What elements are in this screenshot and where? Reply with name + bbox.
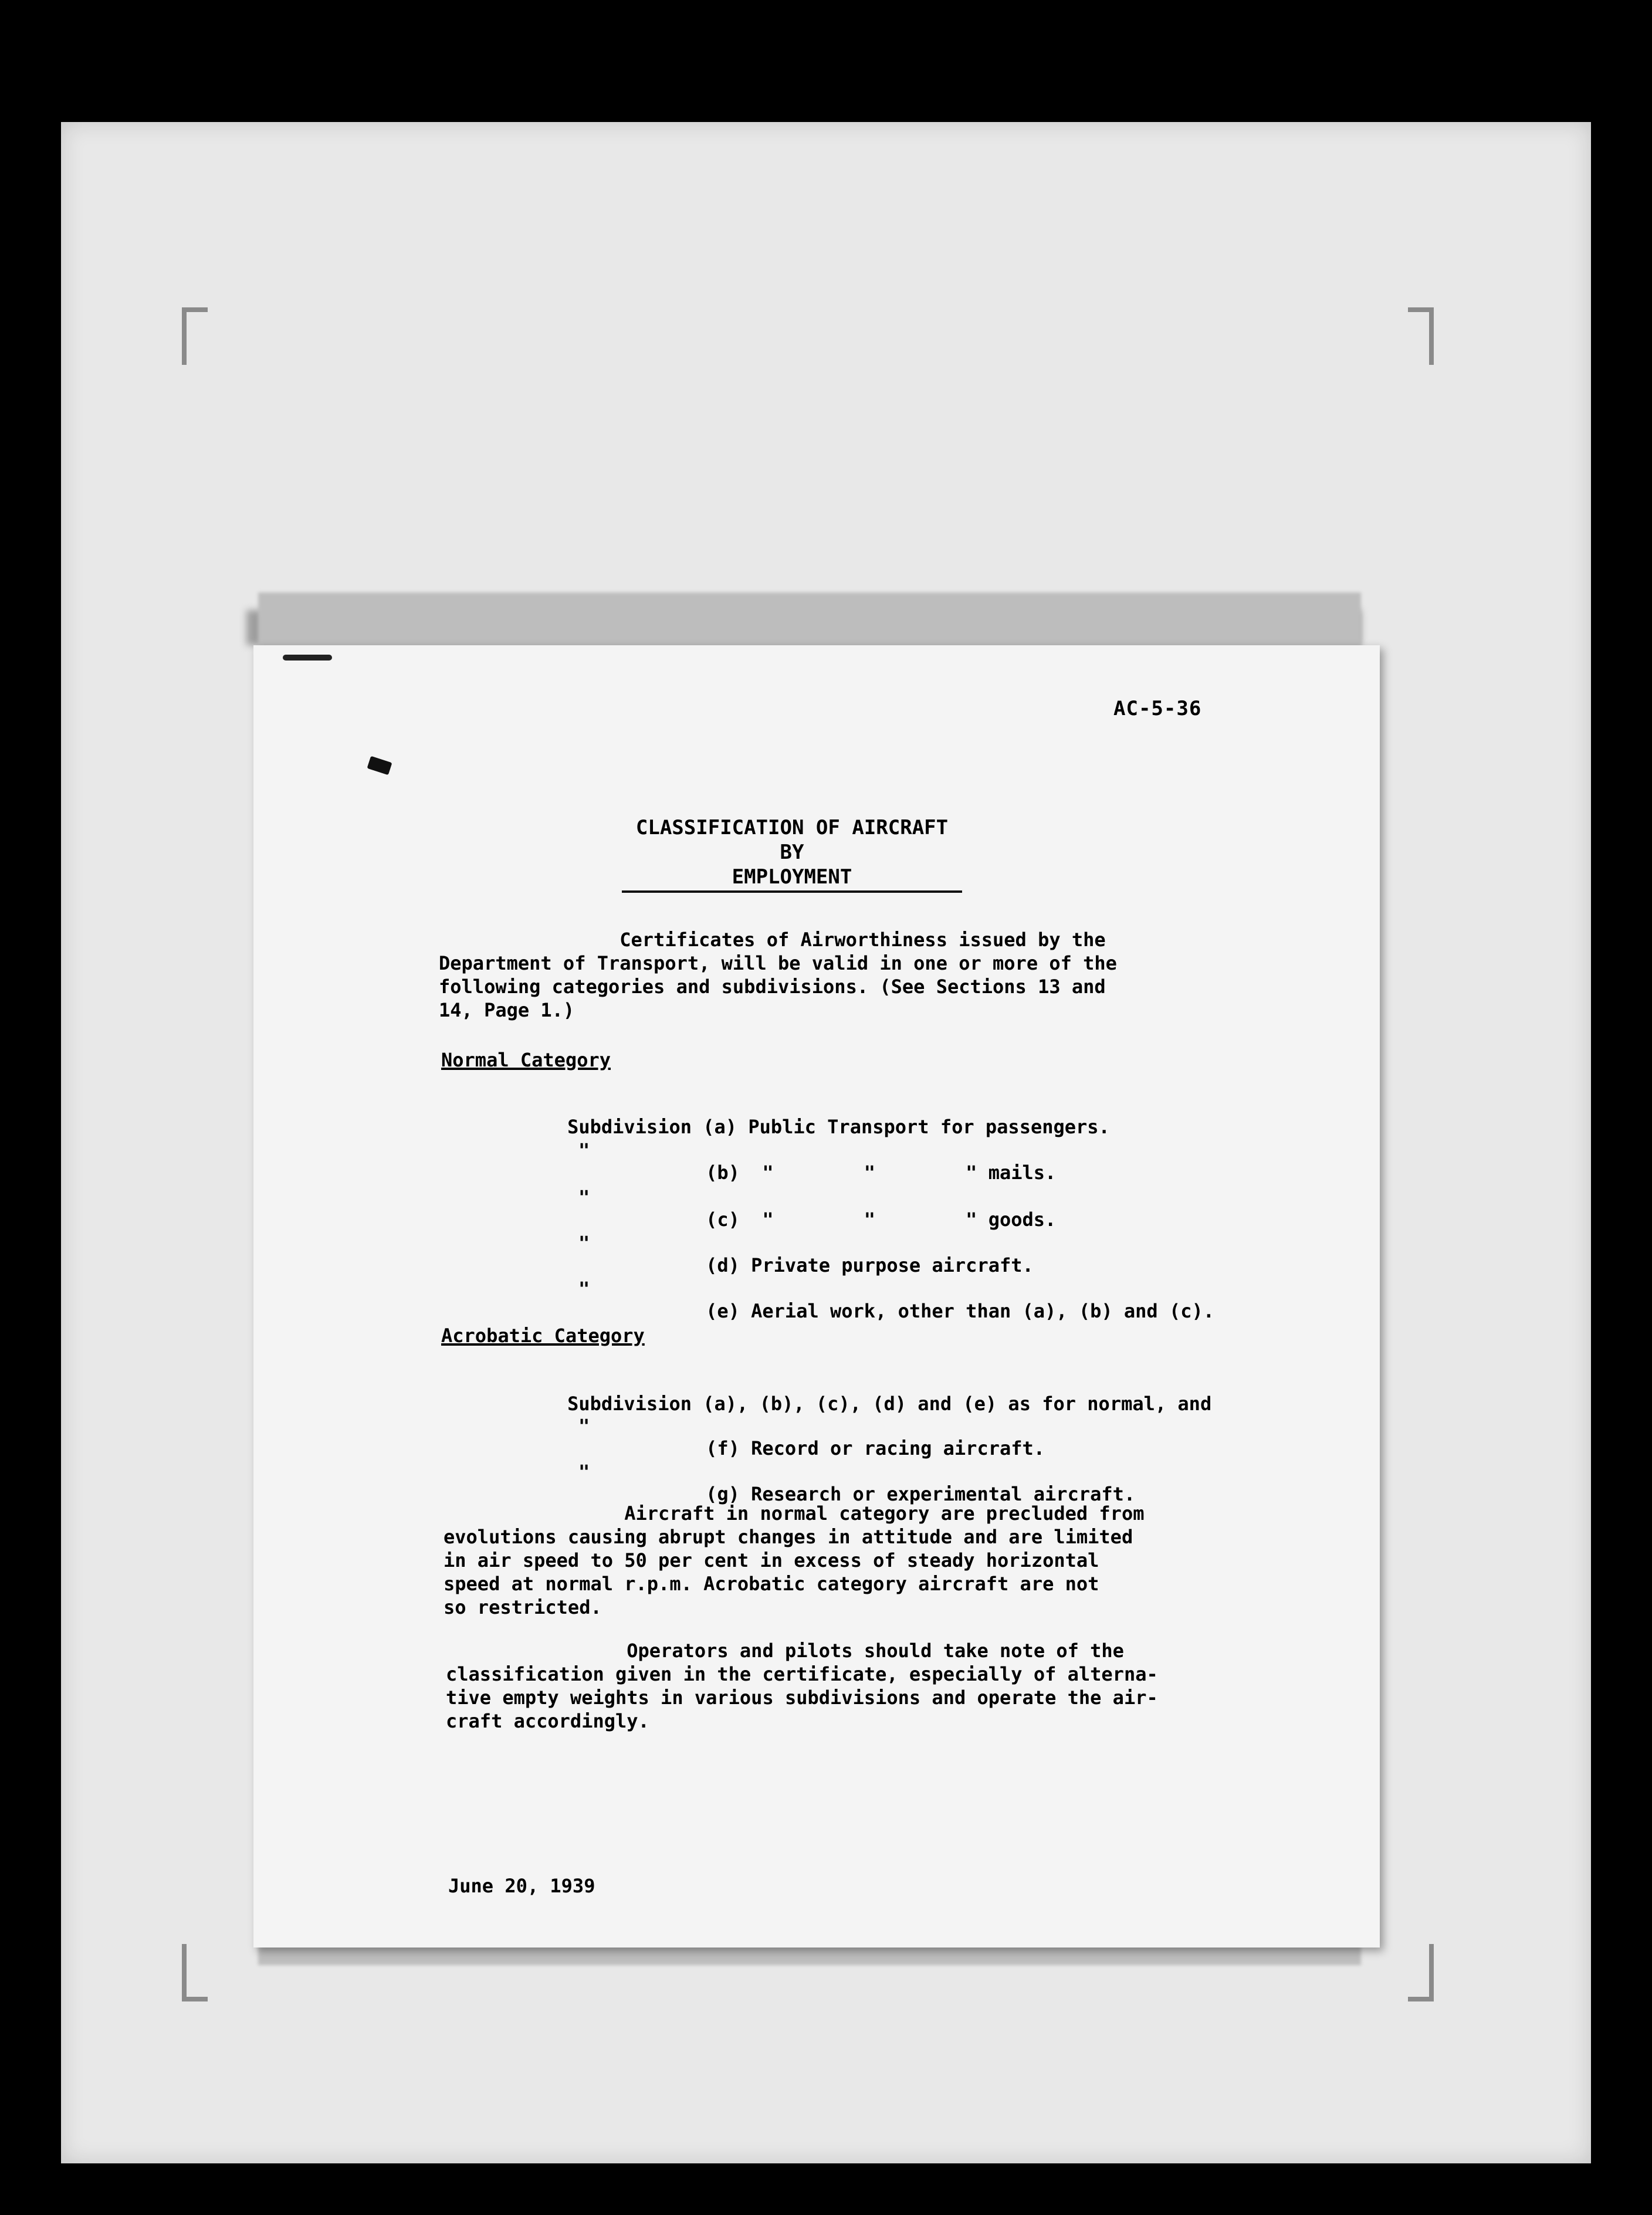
row-label: (e): [706, 1300, 740, 1322]
paragraph-line: speed at normal r.p.m. Acrobatic category aircraft are not: [444, 1573, 1099, 1595]
document-date: June 20, 1939: [448, 1875, 595, 1897]
intro-line: following categories and subdivisions. (See Sections 13 and: [439, 976, 1106, 998]
paragraph-line: so restricted.: [444, 1596, 602, 1618]
paragraph-line: in air speed to 50 per cent in excess of steady horizontal: [444, 1549, 1099, 1572]
paperclip-mark: [283, 655, 332, 661]
paragraph-line: evolutions causing abrupt changes in attitude and are limited: [444, 1526, 1133, 1548]
row-label: (f): [706, 1437, 740, 1459]
row-label: (g): [706, 1483, 740, 1505]
paragraph-line: classification given in the certificate, especially of alterna-: [446, 1663, 1158, 1685]
paragraph-line: Aircraft in normal category are precluded from: [444, 1502, 1145, 1525]
crop-mark-bottom-right: [1408, 1944, 1434, 2001]
row-prefix: Subdivision: [567, 1116, 692, 1138]
title-line-2: EMPLOYMENT: [732, 865, 852, 889]
intro-line: Certificates of Airworthiness issued by the: [439, 929, 1106, 951]
document-title: [622, 815, 962, 893]
row-text: Private purpose aircraft.: [751, 1254, 1034, 1276]
row-text: Research or experimental aircraft.: [751, 1483, 1136, 1505]
crop-mark-top-right: [1408, 307, 1434, 365]
title-line-1: CLASSIFICATION OF AIRCRAFT BY: [635, 816, 949, 864]
paragraph-line: craft accordingly.: [446, 1710, 649, 1732]
row-text: " " " goods.: [762, 1208, 1057, 1231]
paragraph-line: tive empty weights in various subdivisions and operate the air-: [446, 1686, 1158, 1709]
row-text: " " " mails.: [762, 1161, 1057, 1184]
intro-line: 14, Page 1.): [439, 999, 575, 1021]
ditto-mark: ": [578, 1186, 590, 1208]
ditto-mark: ": [578, 1139, 590, 1161]
crop-mark-bottom-left: [182, 1944, 208, 2001]
row-label: (d): [706, 1254, 740, 1276]
list-item: [661, 1278, 1214, 1344]
row-prefix: Subdivision: [567, 1393, 692, 1415]
crop-mark-top-left: [182, 307, 208, 365]
acrobatic-category-heading: Acrobatic Category: [441, 1325, 645, 1347]
ditto-mark: ": [578, 1232, 590, 1254]
row-label: (a), (b), (c), (d) and (e) as for normal, and: [703, 1393, 1212, 1415]
ditto-mark: ": [578, 1278, 590, 1300]
row-label: (b): [706, 1161, 740, 1184]
ditto-mark: ": [578, 1461, 590, 1483]
paragraph-line: Operators and pilots should take note of the: [446, 1640, 1124, 1662]
intro-line: Department of Transport, will be valid in one or more of the: [439, 952, 1117, 974]
normal-category-heading: Normal Category: [441, 1049, 611, 1071]
row-text: Record or racing aircraft.: [751, 1437, 1045, 1459]
row-text: Public Transport for passengers.: [748, 1116, 1110, 1138]
document-id: AC-5-36: [1113, 697, 1202, 720]
ditto-mark: ": [578, 1415, 590, 1437]
row-label: (a): [703, 1116, 737, 1138]
row-label: (c): [706, 1208, 740, 1231]
row-text: Aerial work, other than (a), (b) and (c).: [751, 1300, 1215, 1322]
